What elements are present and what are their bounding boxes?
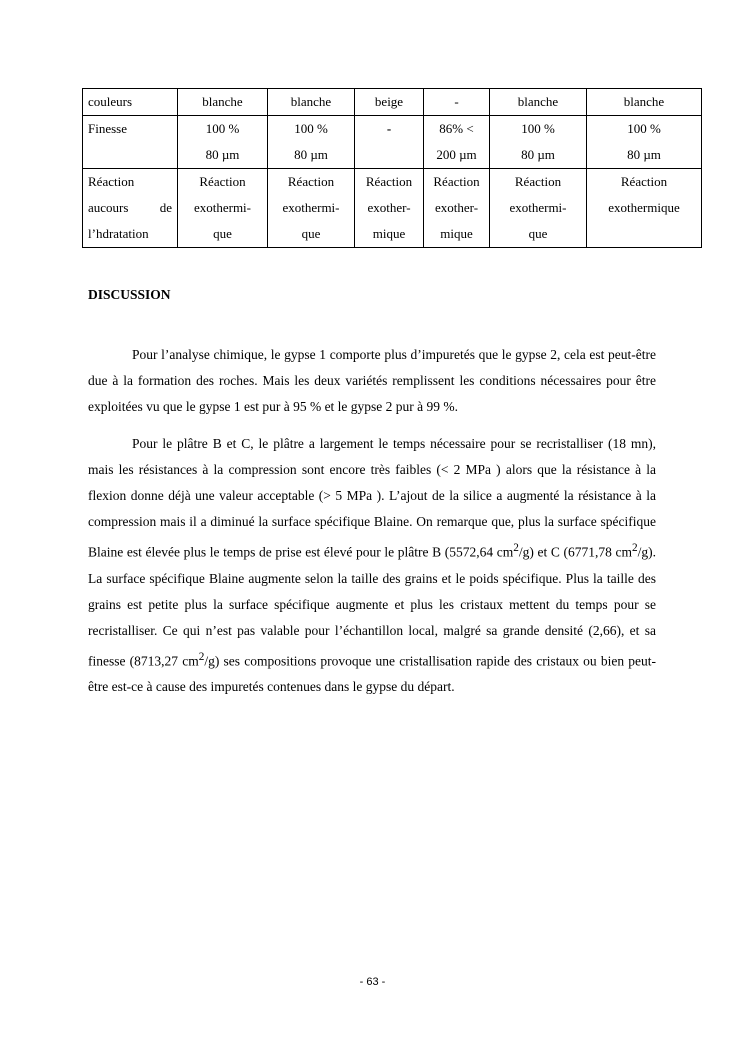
page-number: - 63 - xyxy=(359,976,386,988)
properties-table xyxy=(82,88,702,248)
paragraph-chemical-analysis: Pour l’analyse chimique, le gypse 1 comporte plus d’impuretés que le gypse 2, cela est peut-être due à la formation des roches. Mais les deux variétés remplissent les conditions nécessaires pour être exploitées vu que le gypse 1 est pur à 95 % et le gypse 2 pur à 99 %. xyxy=(88,347,656,414)
table-cell: Réaction exother- mique xyxy=(424,169,490,248)
discussion-heading: DISCUSSION xyxy=(88,287,171,302)
table-row-couleurs xyxy=(83,89,702,116)
table-cell: beige xyxy=(355,89,424,116)
table-cell: - xyxy=(355,116,424,169)
table-row-finesse xyxy=(83,116,702,169)
table-cell: 86% < 200 µm xyxy=(424,116,490,169)
table-cell: blanche xyxy=(268,89,355,116)
row-label-finesse: Finesse xyxy=(83,116,178,169)
table-cell: Réaction exother- mique xyxy=(355,169,424,248)
discussion-body xyxy=(88,342,656,711)
table-cell: Réaction exothermi- que xyxy=(268,169,355,248)
table-cell: 100 % 80 µm xyxy=(178,116,268,169)
table-cell: blanche xyxy=(587,89,702,116)
table-cell: Réaction exothermique xyxy=(587,169,702,248)
table-cell: 100 % 80 µm xyxy=(490,116,587,169)
table-cell: blanche xyxy=(490,89,587,116)
table-cell: 100 % 80 µm xyxy=(268,116,355,169)
row-label-reaction: Réaction aucours de l’hdratation xyxy=(83,169,178,248)
table-row-reaction xyxy=(83,169,702,248)
row-label-couleurs: couleurs xyxy=(83,89,178,116)
paragraph-platre-analysis: Pour le plâtre B et C, le plâtre a largement le temps nécessaire pour se recristalliser (18 mn), mais les résistances à la compression sont encore très faibles (< 2 MPa ) alors que la résistance à la flexion donne déjà une valeur acceptable (> 5 MPa ). L’ajout de la silice a augmenté la résistance à la compression mais il a diminué la surface spécifique Blaine. On remarque que, plus la surface spécifique Blaine est élevée plus le temps de prise est élevé pour le plâtre B (5572,64 $cm^2/g$) et C (6771,78 $cm^2/g$). La surface spécifique Blaine augmente selon la taille des grains et le poids spécifique. Plus la taille des grains est petite plus la surface spécifique augmente et plus les cristaux mettent du temps pour se recristalliser. Ce qui n’est pas valable pour l’échantillon local, malgré sa grande densité (2,66), et sa finesse (8713,27 $cm^2/g$) ses compositions provoque une cristallisation rapide des cristaux ou bien peut-être est-ce à cause des impuretés contenues dans le gypse du départ. xyxy=(88,436,656,694)
table-cell: blanche xyxy=(178,89,268,116)
table-cell: - xyxy=(424,89,490,116)
table-cell: Réaction exothermi- que xyxy=(178,169,268,248)
table-cell: Réaction exothermi- que xyxy=(490,169,587,248)
table-cell: 100 % 80 µm xyxy=(587,116,702,169)
